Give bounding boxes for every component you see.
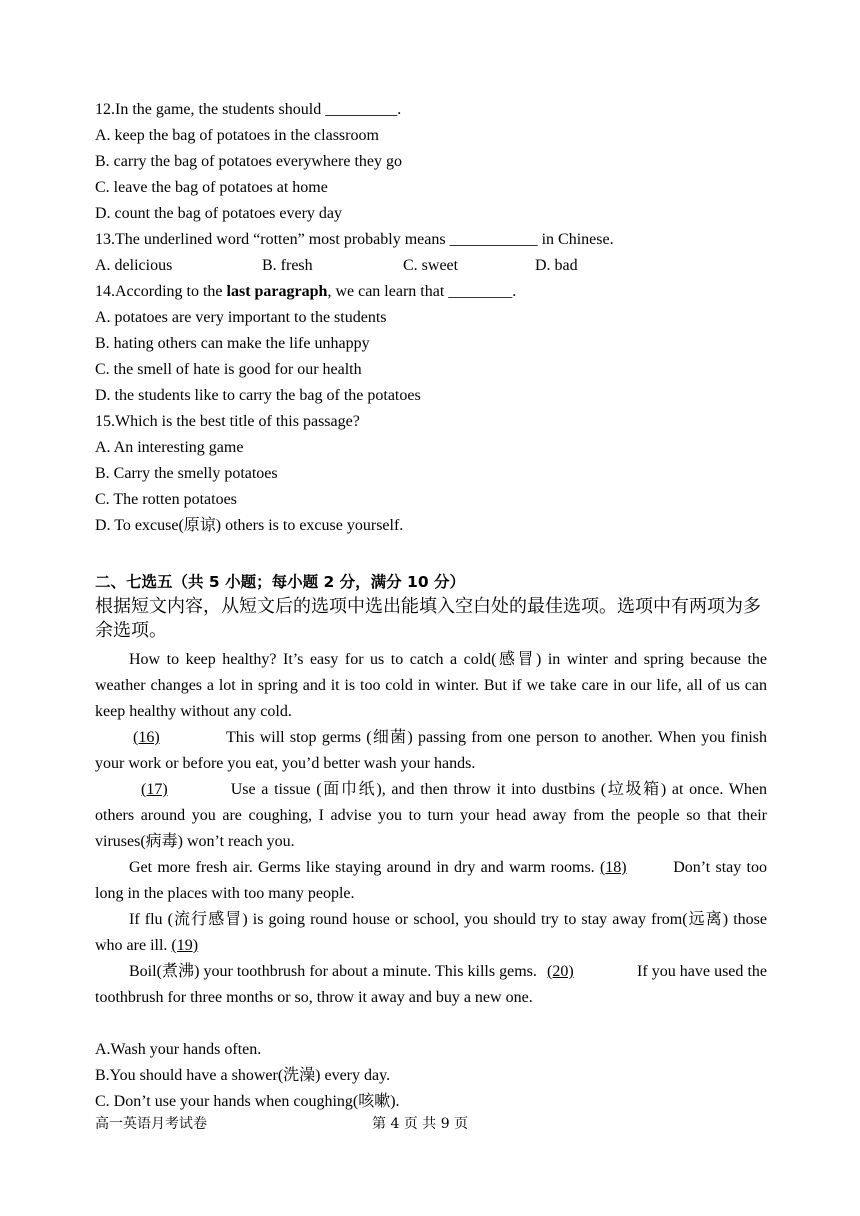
q14-option-b: B. hating others can make the life unhappy [95, 335, 370, 352]
q14-option-d: D. the students like to carry the bag of the potatoes [95, 387, 421, 404]
section-instruction: 根据短文内容，从短文后的选项中选出能填入空白处的最佳选项。选项中有两项为多余选项。 [95, 596, 761, 641]
q14-option-a: A. potatoes are very important to the students [95, 309, 387, 326]
passage-paragraph-5: If flu (流行感冒) is going round house or school, you should try to stay away from(远离) those who are ill. (19) [95, 907, 767, 959]
q15-option-d: D. To excuse(原谅) others is to excuse yourself. [95, 517, 404, 534]
passage-paragraph-4: Get more fresh air. Germs like staying around in dry and warm rooms. (18) Don’t stay too long in the places with too many people. [95, 855, 767, 907]
passage-paragraph-1: How to keep healthy? It’s easy for us to catch a cold(感冒) in winter and spring because the weather changes a lot in spring and it is too cold in winter. But if we take care in our life, all of us can keep healthy without any cold. [95, 651, 767, 720]
q12-option-a: A. keep the bag of potatoes in the classroom [95, 127, 379, 144]
q12-option-c: C. leave the bag of potatoes at home [95, 179, 328, 196]
blank-20: (20) [546, 963, 574, 980]
q15-option-b: B. Carry the smelly potatoes [95, 465, 278, 482]
passage-paragraph-2: (16) This will stop germs (细菌) passing from one person to another. When you finish your work or before you eat, you’d better wash your hands. [95, 725, 767, 777]
q13-option-c: C. sweet [403, 257, 459, 274]
choice-c: C. Don’t use your hands when coughing(咳嗽). [95, 1093, 400, 1110]
q13-option-a: A. delicious [95, 257, 173, 274]
q13-option-d: D. bad [535, 257, 578, 274]
q12-option-b: B. carry the bag of potatoes everywhere they go [95, 153, 402, 170]
q15-option-a: A. An interesting game [95, 439, 244, 456]
blank-19: (19) [171, 937, 199, 954]
choice-b: B.You should have a shower(洗澡) every day. [95, 1067, 391, 1084]
q13-option-b: B. fresh [262, 257, 313, 274]
footer-page-number: 第 4 页 共 9 页 [372, 1116, 469, 1132]
exam-page [95, 97, 767, 1115]
q13-options [95, 253, 767, 279]
q15-option-c: C. The rotten potatoes [95, 491, 237, 508]
q14-stem: 14.According to the last paragraph, we can learn that ________. [95, 283, 517, 300]
q13-stem: 13.The underlined word “rotten” most probably means ___________ in Chinese. [95, 231, 614, 248]
q15-stem: 15.Which is the best title of this passage? [95, 413, 360, 430]
blank-17: (17) [141, 781, 168, 798]
blank-18: (18) [599, 859, 627, 876]
passage-paragraph-6: Boil(煮沸) your toothbrush for about a minute. This kills gems. (20) If you have used the toothbrush for three months or so, throw it away and buy a new one. [95, 959, 767, 1011]
q14-bold-phrase: last paragraph [226, 283, 328, 300]
q14-option-c: C. the smell of hate is good for our health [95, 361, 362, 378]
q12-stem: 12.In the game, the students should _________. [95, 101, 402, 118]
section-title: 二、七选五（共 5 小题；每小题 2 分，满分 10 分） [95, 573, 466, 591]
q12-option-d: D. count the bag of potatoes every day [95, 205, 343, 222]
choice-a: A.Wash your hands often. [95, 1041, 262, 1058]
footer-exam-name: 高一英语月考试卷 [95, 1116, 207, 1132]
passage-paragraph-3: (17) Use a tissue (面巾纸), and then throw it into dustbins (垃圾箱) at once. When others around you are coughing, I advise you to turn your head away from the people so that their viruses(病毒) won’t reach you. [95, 777, 767, 855]
blank-16: (16) [133, 729, 160, 746]
